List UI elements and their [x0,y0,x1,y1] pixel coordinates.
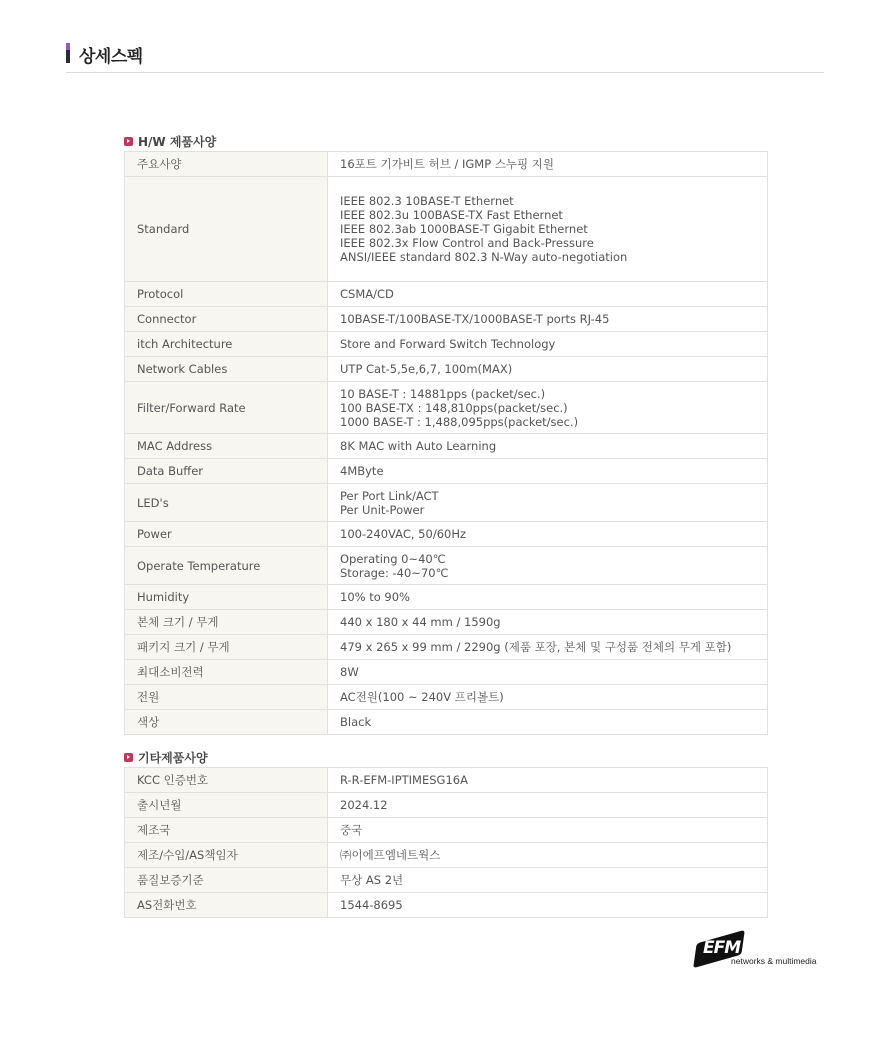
spec-value [328,843,768,868]
spec-value-line: Per Port Link/ACT [340,488,439,503]
spec-value-line: Store and Forward Switch Technology [340,337,556,351]
spec-row [125,685,768,710]
spec-value-line: IEEE 802.3x Flow Control and Back-Pressure [340,236,594,250]
hw-spec-table [124,151,768,735]
spec-row [125,522,768,547]
section-title: H/W 제품사양 [138,134,217,149]
spec-value-line: 16포트 기가비트 허브 / IGMP 스누핑 지원 [340,157,555,171]
spec-value [328,382,768,434]
spec-value-line: AC전원(100 ~ 240V 프리볼트) [340,690,504,704]
spec-key: Data Buffer [125,459,328,484]
title-accent-bar [66,43,70,63]
spec-value [328,177,768,282]
efm-logo [695,932,825,972]
spec-value-line: 100-240VAC, 50/60Hz [340,527,467,541]
spec-value-line: IEEE 802.3u 100BASE-TX Fast Ethernet [340,208,563,222]
spec-value-line: Black [340,715,372,729]
spec-row [125,177,768,282]
spec-row [125,282,768,307]
spec-value-line: 무상 AS 2년 [340,873,404,887]
spec-value-line: ANSI/IEEE standard 802.3 N-Way auto-negotiation [340,250,628,264]
section-heading [124,131,768,151]
spec-value [328,710,768,735]
spec-value-line: 479 x 265 x 99 mm / 2290g (제품 포장, 본체 및 구성품 전체의 무게 포함) [340,640,732,654]
spec-value-line: IEEE 802.3ab 1000BASE-T Gigabit Ethernet [340,222,588,236]
spec-value [328,547,768,585]
spec-value-line: UTP Cat-5,5e,6,7, 100m(MAX) [340,362,513,376]
spec-value [328,152,768,177]
spec-row [125,843,768,868]
hw-spec-section [124,131,768,735]
spec-value-line: Storage: -40~70℃ [340,565,449,580]
spec-key: AS전화번호 [125,893,328,918]
spec-value-line: 10% to 90% [340,590,410,604]
spec-key: KCC 인증번호 [125,768,328,793]
etc-spec-section [124,747,768,918]
logo-text: EFM [703,938,741,958]
spec-key: LED's [125,484,328,522]
spec-key: Standard [125,177,328,282]
spec-key: 본체 크기 / 무게 [125,610,328,635]
spec-row [125,434,768,459]
spec-row [125,382,768,434]
spec-value-line: 1000 BASE-T : 1,488,095pps(packet/sec.) [340,414,579,429]
spec-value [328,434,768,459]
spec-value-line: R-R-EFM-IPTIMESG16A [340,773,468,787]
spec-value [328,635,768,660]
page-title: 상세스펙 [79,47,143,67]
spec-value [328,522,768,547]
spec-key: MAC Address [125,434,328,459]
spec-value-line: 2024.12 [340,798,388,812]
spec-value-line: 10BASE-T/100BASE-TX/1000BASE-T ports RJ-45 [340,312,610,326]
spec-value [328,459,768,484]
spec-key: Protocol [125,282,328,307]
spec-key: 패키지 크기 / 무게 [125,635,328,660]
spec-value-line: Per Unit-Power [340,502,425,517]
spec-key: 품질보증기준 [125,868,328,893]
spec-key: 주요사양 [125,152,328,177]
spec-value [328,818,768,843]
spec-value-line: 4MByte [340,464,384,478]
spec-row [125,660,768,685]
spec-value-line: 10 BASE-T : 14881pps (packet/sec.) [340,386,546,401]
section-title: 기타제품사양 [138,750,208,765]
spec-value [328,793,768,818]
spec-value [328,685,768,710]
spec-row [125,610,768,635]
spec-value-line: CSMA/CD [340,287,394,301]
spec-key: Connector [125,307,328,332]
spec-value [328,610,768,635]
spec-key: Power [125,522,328,547]
spec-row [125,307,768,332]
spec-value [328,768,768,793]
spec-row [125,332,768,357]
spec-value-line: ㈜이에프엠네트웍스 [340,848,441,862]
spec-row [125,793,768,818]
spec-key: Operate Temperature [125,547,328,585]
spec-key: 최대소비전력 [125,660,328,685]
spec-value [328,660,768,685]
spec-key: Filter/Forward Rate [125,382,328,434]
spec-value [328,282,768,307]
spec-key: 제조국 [125,818,328,843]
spec-value-line: 8W [340,665,359,679]
etc-spec-table [124,767,768,918]
spec-value-line: Operating 0~40℃ [340,551,446,566]
spec-value [328,893,768,918]
spec-value [328,868,768,893]
spec-value-line: 1544-8695 [340,898,403,912]
spec-key: Network Cables [125,357,328,382]
spec-row [125,710,768,735]
spec-key: itch Architecture [125,332,328,357]
spec-key: 색상 [125,710,328,735]
spec-row [125,635,768,660]
bullet-icon [124,137,133,146]
spec-row [125,893,768,918]
spec-row [125,868,768,893]
bullet-icon [124,753,133,762]
spec-value [328,357,768,382]
logo-tagline: networks & multimedia [731,956,817,966]
spec-key: 전원 [125,685,328,710]
spec-value-line: 100 BASE-TX : 148,810pps(packet/sec.) [340,400,568,415]
spec-value-line: 중국 [340,823,363,837]
spec-row [125,357,768,382]
spec-row [125,818,768,843]
spec-row [125,484,768,522]
spec-row [125,768,768,793]
spec-row [125,547,768,585]
spec-key: 출시년월 [125,793,328,818]
spec-value-line: 8K MAC with Auto Learning [340,439,497,453]
spec-key: Humidity [125,585,328,610]
spec-row [125,152,768,177]
spec-row [125,585,768,610]
spec-value-line: IEEE 802.3 10BASE-T Ethernet [340,194,514,208]
spec-value [328,332,768,357]
section-heading [124,747,768,767]
spec-key: 제조/수입/AS책임자 [125,843,328,868]
spec-value-line: 440 x 180 x 44 mm / 1590g [340,615,501,629]
spec-value [328,585,768,610]
spec-value [328,307,768,332]
spec-value [328,484,768,522]
page-header [66,42,824,73]
spec-row [125,459,768,484]
